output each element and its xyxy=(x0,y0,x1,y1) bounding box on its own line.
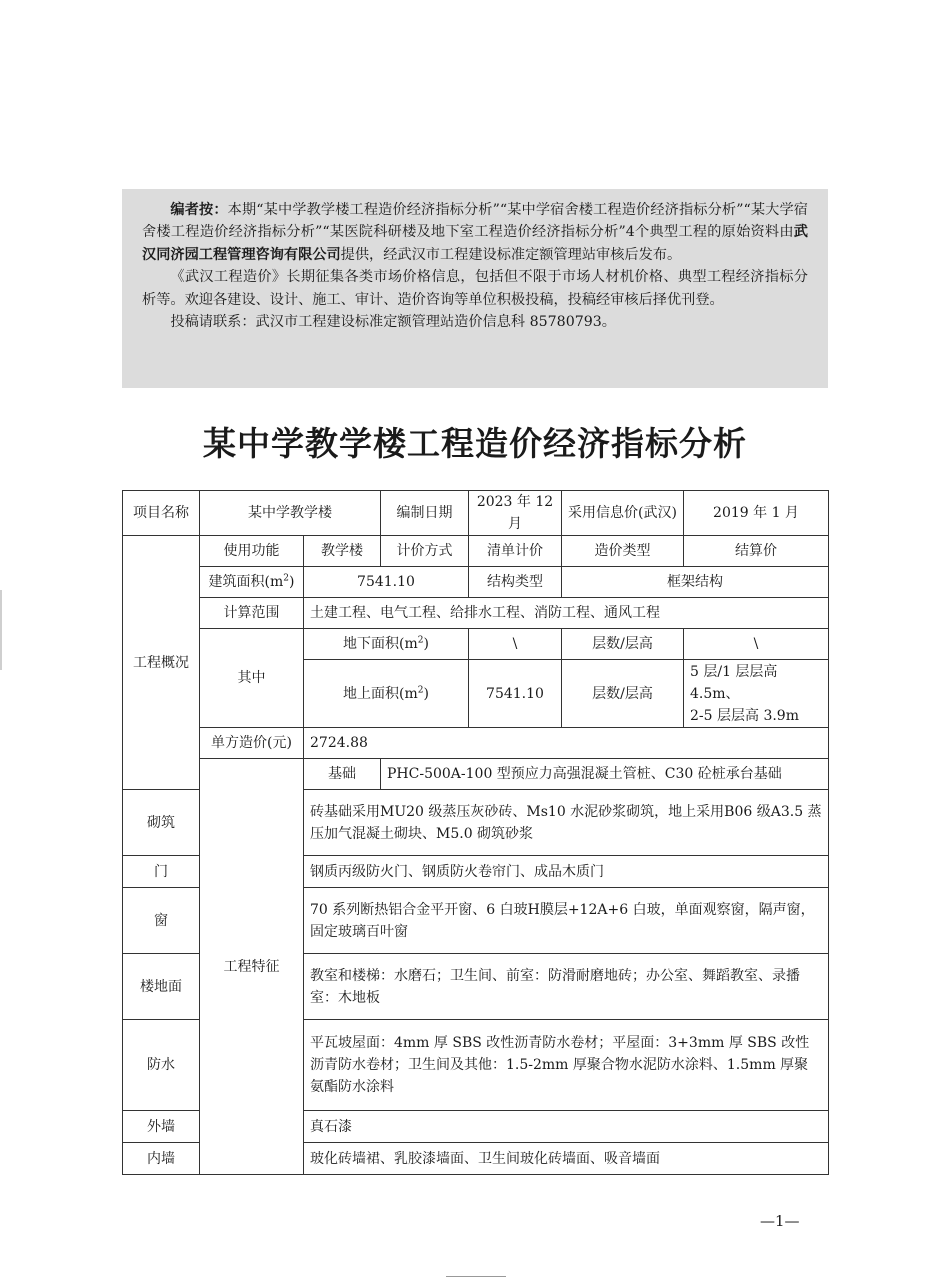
section-overview: 工程概况 xyxy=(123,536,200,790)
table-row: 单方造价(元) 2724.88 xyxy=(123,728,829,759)
table-row: 地上面积$(m^2)$ 7541.10 层数/层高 5 层/1 层层高 4.5m、 2-5 层层高 3.9m xyxy=(123,660,829,728)
note-company: 武汉同济园工程管理咨询有限公司 xyxy=(142,224,808,263)
editor-note xyxy=(122,189,828,388)
table-row: 工程特征 基础 PHC-500A-100 型预应力高强混凝土管桩、C30 砼桩承台基础 xyxy=(123,759,829,790)
table-row: 楼地面 教室和楼梯：水磨石；卫生间、前室：防滑耐磨地砖；办公室、舞蹈教室、录播室：木地板 xyxy=(123,954,829,1020)
table-row: 门 钢质丙级防火门、钢质防火卷帘门、成品木质门 xyxy=(123,856,829,888)
note-paragraph-3: 投稿请联系：武汉市工程建设标准定额管理站造价信息科 85780793。 xyxy=(170,314,616,331)
table-row: 其中 地下面积$(m^2)$ \ 层数/层高 \ xyxy=(123,629,829,660)
table-row: 计算范围 土建工程、电气工程、给排水工程、消防工程、通风工程 xyxy=(123,598,829,629)
table-row: 防水 平瓦坡屋面：4mm 厚 SBS 改性沥青防水卷材；平屋面：3+3mm 厚 SBS 改性沥青防水卷材；卫生间及其他：1.5-2mm 厚聚合物水泥防水涂料、1.5mm 厚聚氨酯防水涂料 xyxy=(123,1020,829,1111)
table-row: 内墙 玻化砖墙裙、乳胶漆墙面、卫生间玻化砖墙面、吸音墙面 xyxy=(123,1143,829,1175)
section-features: 工程特征 xyxy=(200,759,304,1175)
table-row: 建筑面积$(m^2)$ 7541.10 结构类型 框架结构 xyxy=(123,567,829,598)
note-label: 编者按： xyxy=(170,202,228,218)
note-paragraph-2: 《武汉工程造价》长期征集各类市场价格信息，包括但不限于市场人材机价格、典型工程经济指标分析等。欢迎各建设、设计、施工、审计、造价咨询等单位积极投稿，投稿经审核后择优刊登。 xyxy=(142,269,808,308)
table-row: 外墙 真石漆 xyxy=(123,1111,829,1143)
bottom-rule xyxy=(446,1276,506,1277)
scan-edge-mark xyxy=(0,590,2,670)
table-row: 工程概况 使用功能 教学楼 计价方式 清单计价 造价类型 结算价 xyxy=(123,536,829,567)
index-table xyxy=(122,490,829,1175)
page-number: —1— xyxy=(760,1212,800,1230)
table-row: 砌筑 砖基础采用MU20 级蒸压灰砂砖、Ms10 水泥砂浆砌筑，地上采用B06 级A3.5 蒸压加气混凝土砌块、M5.0 砌筑砂浆 xyxy=(123,790,829,856)
table-row: 窗 70 系列断热铝合金平开窗、6 白玻H膜层+12A+6 白玻，单面观察窗，隔声窗，固定玻璃百叶窗 xyxy=(123,888,829,954)
page-title: 某中学教学楼工程造价经济指标分析 xyxy=(203,424,747,463)
table-row: 项目名称 某中学教学楼 编制日期 2023 年 12 月 采用信息价(武汉) 2019 年 1 月 xyxy=(123,491,829,536)
note-paragraph-1: 编者按：本期“某中学教学楼工程造价经济指标分析”“某中学宿舍楼工程造价经济指标分析”“某大学宿舍楼工程造价经济指标分析”“某医院科研楼及地下室工程造价经济指标分析”4个典型工程的原始资料由武汉同济园工程管理咨询有限公司提供，经武汉市工程建设标准定额管理站审核后发布。 xyxy=(142,202,808,263)
